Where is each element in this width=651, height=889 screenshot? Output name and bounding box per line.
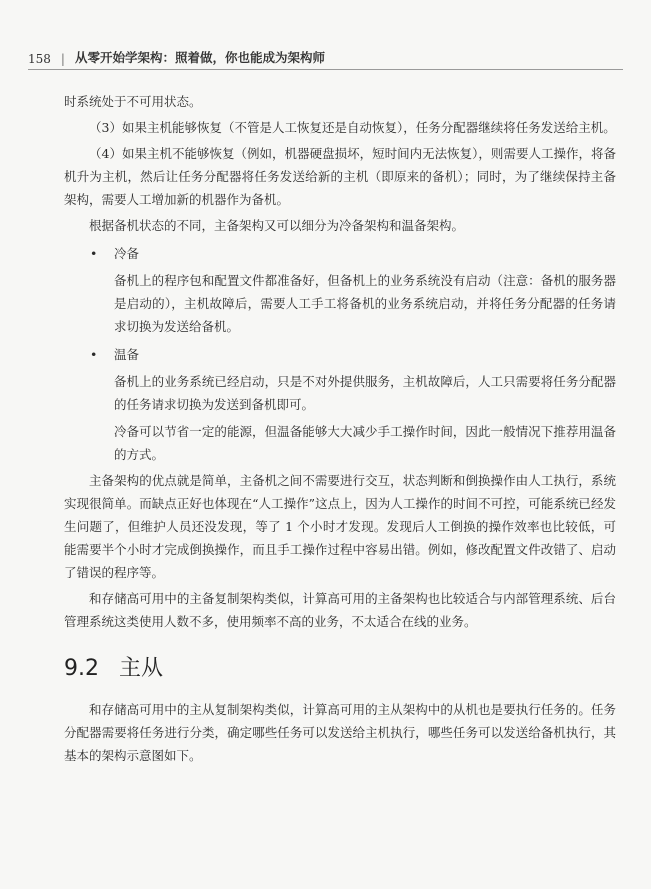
paragraph: 和存储高可用中的主备复制架构类似，计算高可用的主备架构也比较适合与内部管理系统、后台管理系统这类使用人数不多，使用频率不高的业务，不太适合在线的业务。 xyxy=(64,591,616,629)
section-number: 9.2 xyxy=(64,656,99,681)
bullet-icon: • xyxy=(90,246,98,261)
page-header xyxy=(28,48,623,70)
bullet-text: 备机上的业务系统已经启动，只是不对外提供服务，主机故障后，人工只需要将任务分配器的任务请求切换为发送到备机即可。 xyxy=(114,374,616,412)
paragraph: 主备架构的优点就是简单，主备机之间不需要进行交互，状态判断和倒换操作由人工执行，系统实现很简单。而缺点正好也体现在“人工操作”这点上，因为人工操作的时间不可控，可能系统已经发生问题了，但维护人员还没发现，等了 1 个小时才发现。发现后人工倒换的操作效率也比较低，可能需要半个小时才完成倒换操作，而且手工操作过程中容易出错。例如，修改配置文件改错了、启动了错误的程序等。 xyxy=(64,473,616,580)
bullet-icon: • xyxy=(90,347,98,362)
paragraph: 时系统处于不可用状态。 xyxy=(64,94,202,109)
paragraph: （3）如果主机能够恢复（不管是人工恢复还是自动恢复），任务分配器继续将任务发送给主机。 xyxy=(89,120,616,135)
page-number: 158 xyxy=(28,52,51,66)
bullet-title: 温备 xyxy=(114,347,140,362)
bullet-item-warm xyxy=(64,343,616,366)
header-separator: | xyxy=(60,52,65,66)
bullet-title: 冷备 xyxy=(114,246,140,261)
bullet-text: 备机上的程序包和配置文件都准备好，但备机上的业务系统没有启动（注意：备机的服务器是启动的），主机故障后，需要人工手工将备机的业务系统启动，并将任务分配器的任务请求切换为发送给备机。 xyxy=(114,273,616,334)
paragraph: 和存储高可用中的主从复制架构类似，计算高可用的主从架构中的从机也是要执行任务的。任务分配器需要将任务进行分类，确定哪些任务可以发送给主机执行，哪些任务可以发送给备机执行，其基本的架构示意图如下。 xyxy=(64,702,616,763)
paragraph: 根据备机状态的不同，主备架构又可以细分为冷备架构和温备架构。 xyxy=(89,218,465,233)
section-heading xyxy=(64,651,616,682)
section-title: 主从 xyxy=(119,656,164,681)
bullet-item-cold xyxy=(64,242,616,265)
paragraph: （4）如果主机不能够恢复（例如，机器硬盘损坏，短时间内无法恢复），则需要人工操作，将备机升为主机，然后让任务分配器将任务发送给新的主机（即原来的备机）；同时，为了继续保持主备架构，需要人工增加新的机器作为备机。 xyxy=(64,146,616,207)
page-body xyxy=(64,90,616,767)
book-title: 从零开始学架构：照着做，你也能成为架构师 xyxy=(74,50,325,65)
bullet-text: 冷备可以节省一定的能源，但温备能够大大减少手工操作时间，因此一般情况下推荐用温备的方式。 xyxy=(114,424,616,462)
